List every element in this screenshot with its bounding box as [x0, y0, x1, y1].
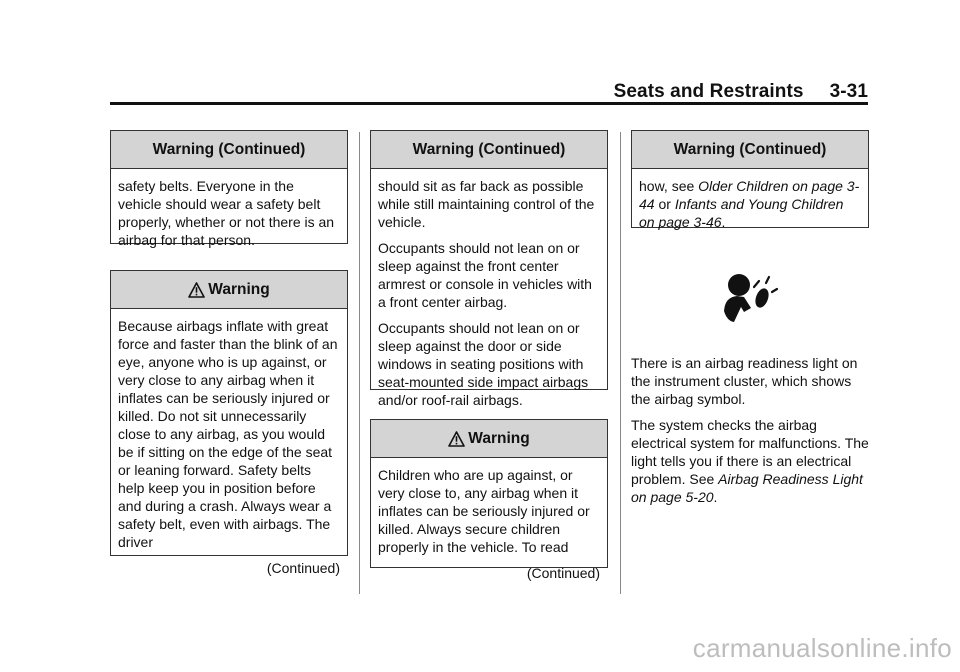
warning-box — [110, 270, 348, 576]
page-number: 3-31 — [829, 81, 868, 102]
header-rule — [110, 102, 868, 105]
body-text — [631, 354, 869, 514]
warning-text: Occupants should not lean on or sleep against the front center armrest or console in vehicles with a front center airbag. — [378, 240, 592, 310]
warning-continued-box — [110, 130, 348, 248]
box-heading-label: Warning — [208, 280, 270, 298]
warning-text: Occupants should not lean on or sleep against the door or side windows in seating positions with seat-mounted side impact airbags and/or roof-rail airbags. — [378, 320, 589, 408]
warning-box — [370, 419, 608, 581]
box-heading-label: Warning — [468, 429, 530, 447]
warning-text: how, see Older Children on page 3-44 or Infants and Young Children on page 3-46. — [639, 178, 860, 230]
warning-text: Children who are up against, or very close to, any airbag when it inflates can be seriously injured or killed. Always secure children properly in the vehicle. To read — [378, 467, 590, 555]
cross-reference-link[interactable]: Infants and Young Children on page 3-46 — [639, 196, 844, 230]
airbag-readiness-icon — [721, 273, 779, 332]
cross-reference-link[interactable]: Airbag Readiness Light on page 5-20 — [631, 471, 863, 505]
warning-text: Because airbags inflate with great force and faster than the blink of an eye, anyone who is up against, or very close to any airbag when it inflates can be seriously injured or killed. Do not sit unnecessarily close to any airbag, as you would be if sitting on the edge of the seat or leaning forward. Safety belts help keep you in position before and during a crash. Always wear a safety belt, even with airbags. The driver — [118, 318, 338, 550]
box-heading: Warning (Continued) — [371, 131, 607, 169]
page-header — [560, 81, 868, 103]
column-divider — [620, 132, 621, 594]
continued-label: (Continued) — [526, 565, 600, 581]
cross-reference-link[interactable]: Older Children on page 3-44 — [639, 178, 860, 212]
warning-triangle-icon — [448, 431, 465, 447]
column-divider — [359, 132, 360, 594]
box-heading — [111, 271, 347, 309]
warning-text: safety belts. Everyone in the vehicle should wear a safety belt properly, whether or not there is an airbag for that person. — [118, 178, 335, 248]
section-title: Seats and Restraints — [613, 81, 804, 102]
watermark: carmanualsonline.info — [692, 633, 952, 663]
box-heading: Warning (Continued) — [111, 131, 347, 169]
warning-continued-box — [631, 130, 869, 228]
box-heading: Warning (Continued) — [632, 131, 868, 169]
paragraph: There is an airbag readiness light on the instrument cluster, which shows the airbag symbol. — [631, 355, 858, 407]
warning-continued-box — [370, 130, 608, 408]
paragraph: The system checks the airbag electrical system for malfunctions. The light tells you if there is an electrical problem. See Airbag Readiness Light on page 5-20. — [631, 417, 869, 505]
box-heading — [371, 420, 607, 458]
warning-text: should sit as far back as possible while still maintaining control of the vehicle. — [378, 178, 595, 230]
continued-label: (Continued) — [266, 560, 340, 576]
warning-triangle-icon — [188, 282, 205, 298]
